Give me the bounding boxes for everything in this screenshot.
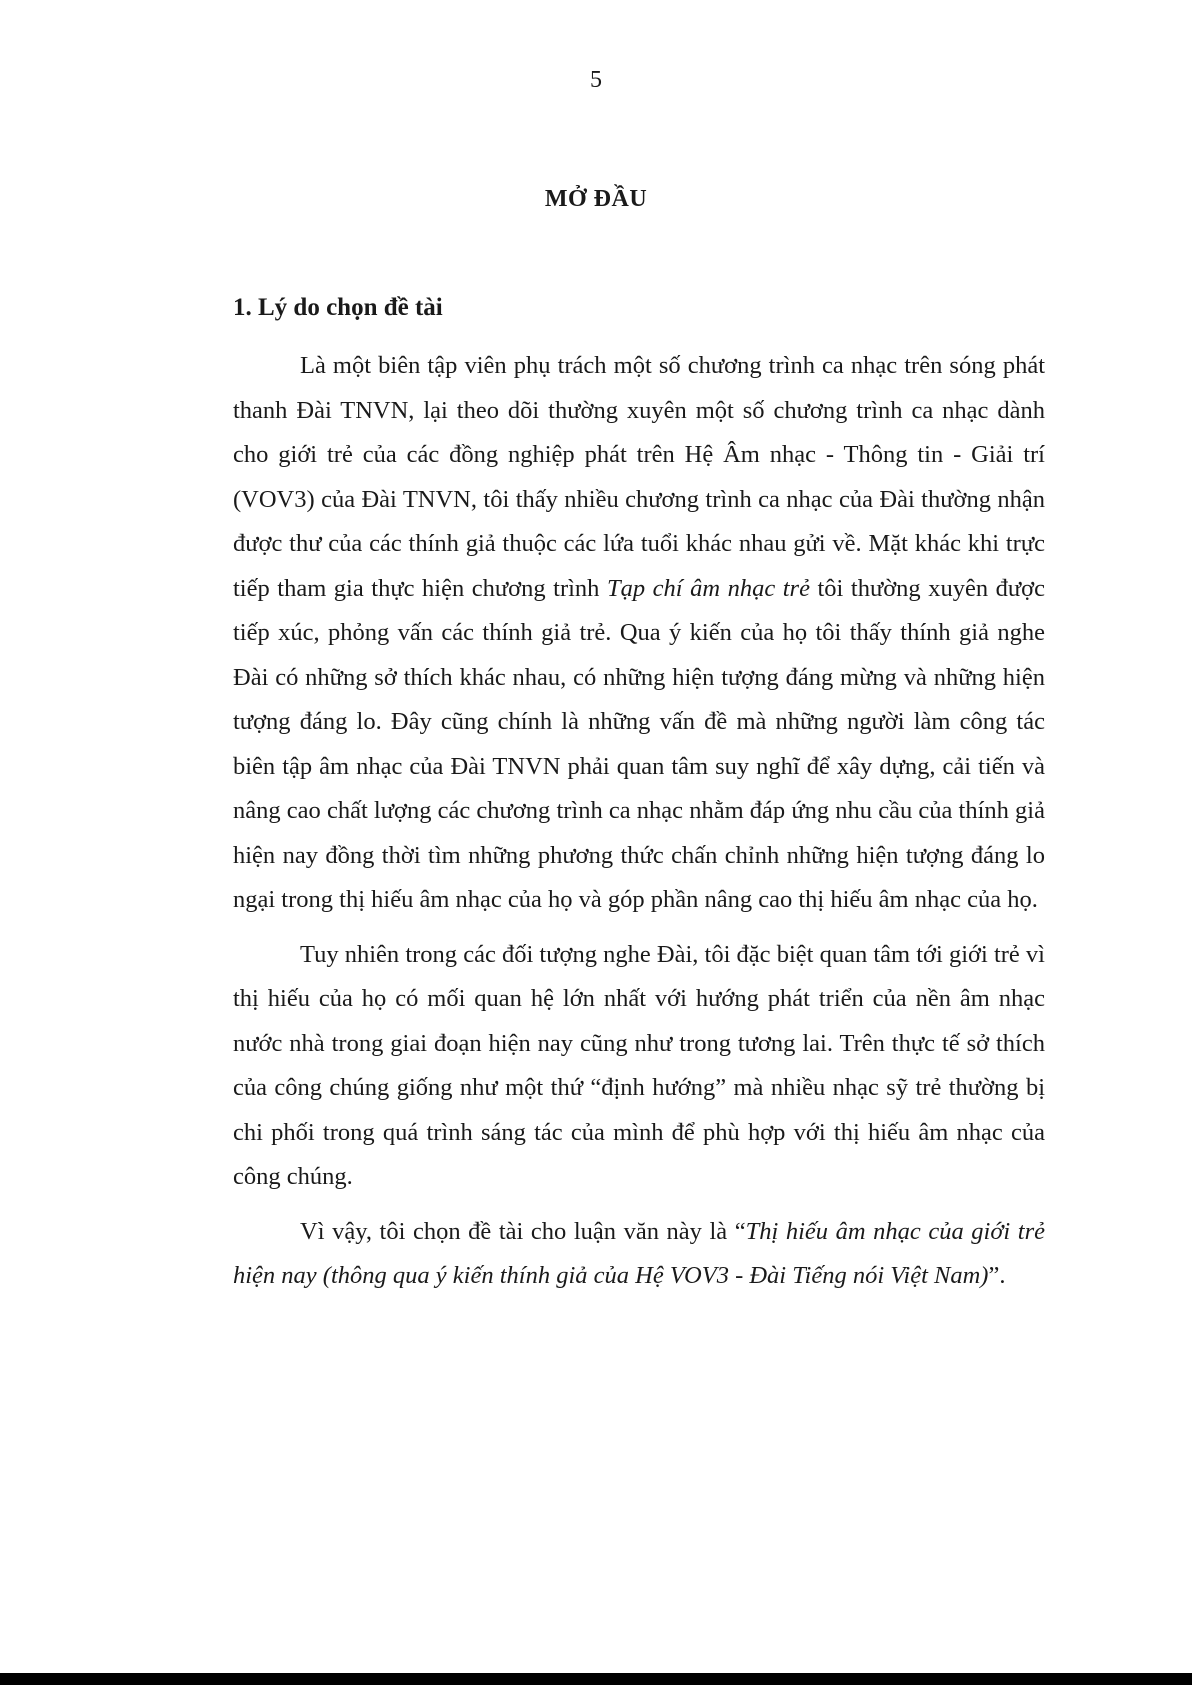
paragraph-reason-1: [233, 344, 1045, 923]
chapter-title: MỞ ĐẦU: [544, 186, 648, 212]
page-number: 5: [590, 67, 602, 93]
paragraph-text: ”.: [988, 1262, 1006, 1289]
paragraph-text: tôi thường xuyên được tiếp xúc, phỏng vấn các thính giả trẻ. Qua ý kiến của họ tôi thấy thính giả nghe Đài có những sở thích khác nhau, có những hiện tượng đáng mừng và những hiện tượng đáng lo. Đây cũng chính là những vấn đề mà những người làm công tác biên tập âm nhạc của Đài TNVN phải quan tâm suy nghĩ để xây dựng, cải tiến và nâng cao chất lượng các chương trình ca nhạc nhằm đáp ứng nhu cầu của thính giả hiện nay đồng thời tìm những phương thức chấn chỉnh những hiện tượng đáng lo ngại trong thị hiếu âm nhạc của họ và góp phần nâng cao thị hiếu âm nhạc của họ.: [233, 574, 1045, 913]
program-title: Tạp chí âm nhạc trẻ: [606, 574, 810, 602]
paragraph-topic-choice: [233, 1210, 1045, 1299]
paragraph-reason-2: [233, 933, 1045, 1200]
body-text: [233, 344, 1045, 1309]
thesis-title: Thị hiếu âm nhạc của giới trẻ hiện nay (thông qua ý kiến thính giả của Hệ VOV3 - Đài Tiếng nói Việt Nam): [233, 1217, 1045, 1289]
paragraph-text: Tuy nhiên trong các đối tượng nghe Đài, tôi đặc biệt quan tâm tới giới trẻ vì thị hiếu của họ có mối quan hệ lớn nhất với hướng phát triển của nền âm nhạc nước nhà trong giai đoạn hiện nay cũng như trong tương lai. Trên thực tế sở thích của công chúng giống như một thứ “định hướng” mà nhiều nhạc sỹ trẻ thường bị chi phối trong quá trình sáng tác của mình để phù hợp với thị hiếu âm nhạc của công chúng.: [233, 940, 1045, 1190]
section-heading: 1. Lý do chọn đề tài: [233, 294, 443, 321]
paragraph-text: Vì vậy, tôi chọn đề tài cho luận văn này là “: [300, 1217, 746, 1245]
paragraph-text: Là một biên tập viên phụ trách một số chương trình ca nhạc trên sóng phát thanh Đài TNVN, lại theo dõi thường xuyên một số chương trình ca nhạc dành cho giới trẻ của các đồng nghiệp phát trên Hệ Âm nhạc - Thông tin - Giải trí (VOV3) của Đài TNVN, tôi thấy nhiều chương trình ca nhạc của Đài thường nhận được thư của các thính giả thuộc các lứa tuổi khác nhau gửi về. Mặt khác khi trực tiếp tham gia thực hiện chương trình: [233, 352, 1045, 602]
